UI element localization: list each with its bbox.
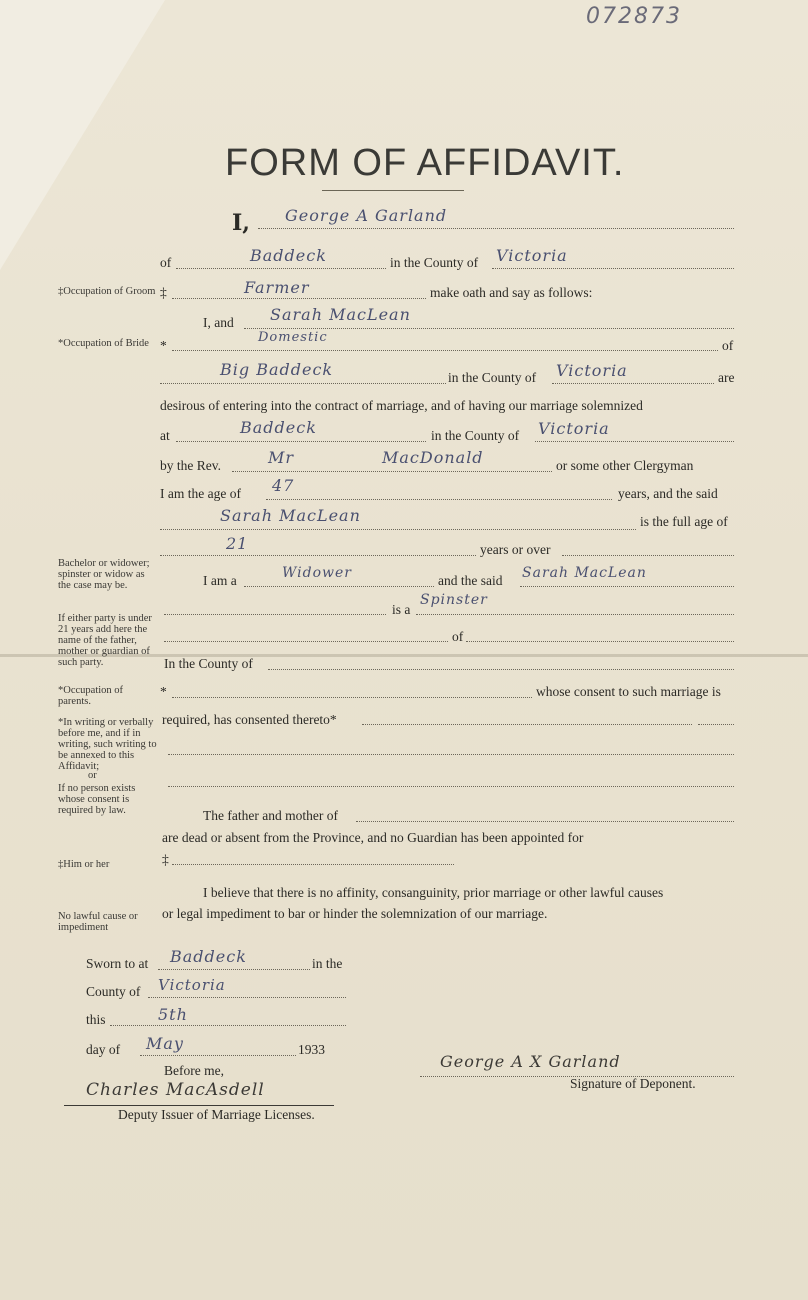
star-mark-2: * bbox=[160, 684, 167, 699]
age-label: I am the age of bbox=[160, 486, 241, 501]
impediment-text: or legal impediment to bar or hinder the solemnization of our marriage. bbox=[162, 906, 548, 921]
sidenote-occupation-bride: *Occupation of Bride bbox=[58, 338, 149, 349]
sidenote-occupation-groom: ‡Occupation of Groom bbox=[58, 286, 156, 297]
folded-corner bbox=[0, 0, 165, 270]
in-county-label: In the County of bbox=[164, 656, 253, 671]
groom-status: Widower bbox=[282, 565, 352, 581]
is-a-lead-line bbox=[164, 614, 386, 615]
bride-name: Sarah MacLean bbox=[270, 305, 411, 324]
minister-line bbox=[232, 471, 552, 472]
parent-name-line bbox=[164, 641, 448, 642]
bride-age: 21 bbox=[226, 534, 249, 553]
dead-absent-text: are dead or absent from the Province, and no Guardian has been appointed for bbox=[162, 830, 584, 845]
of-label-3: of bbox=[452, 629, 464, 644]
bride-status: Spinster bbox=[420, 592, 488, 608]
bride-occupation-line bbox=[172, 350, 718, 351]
marriage-county-line bbox=[535, 441, 734, 442]
sidenote-under-21: If either party is under 21 years add here the name of the father, mother or guardian of such party. bbox=[58, 613, 152, 668]
sworn-day-line bbox=[110, 1025, 346, 1026]
issuer-signature: Charles MacAsdell bbox=[86, 1080, 265, 1100]
deponent-signature: George A X Garland bbox=[440, 1052, 621, 1071]
sworn-label: Sworn to at bbox=[86, 956, 149, 971]
marriage-place: Baddeck bbox=[240, 418, 317, 437]
consent-line-2 bbox=[168, 754, 734, 755]
groom-place: Baddeck bbox=[250, 246, 327, 265]
document-number: 072873 bbox=[586, 4, 682, 29]
bride-name-line-3 bbox=[520, 586, 734, 587]
sworn-place-line bbox=[158, 969, 310, 970]
bride-place: Big Baddeck bbox=[220, 360, 334, 379]
title-underline bbox=[322, 190, 464, 191]
sworn-county: Victoria bbox=[158, 976, 226, 994]
county-of-label: County of bbox=[86, 984, 141, 999]
bride-name-line-2 bbox=[160, 529, 636, 530]
page-title: FORM OF AFFIDAVIT. bbox=[225, 142, 625, 184]
day-of-label: day of bbox=[86, 1042, 121, 1057]
county-label-2: in the County of bbox=[448, 370, 537, 385]
sidenote-him-her: ‡Him or her bbox=[58, 859, 110, 870]
bride-county: Victoria bbox=[556, 361, 628, 380]
sworn-day: 5th bbox=[158, 1005, 188, 1024]
and-the-said-text: and the said bbox=[438, 573, 503, 588]
bride-place-line bbox=[160, 383, 446, 384]
years-over-text: years or over bbox=[480, 542, 551, 557]
desirous-text: desirous of entering into the contract of marriage, and of having our marriage solemnized bbox=[160, 398, 643, 413]
other-clergy-text: or some other Clergyman bbox=[556, 458, 694, 473]
father-mother-line bbox=[356, 821, 734, 822]
whose-consent-text: whose consent to such marriage is bbox=[536, 684, 721, 699]
bride-name-line bbox=[244, 328, 734, 329]
bride-occupation: Domestic bbox=[258, 330, 328, 345]
groom-occupation-line bbox=[172, 298, 426, 299]
guardian-line bbox=[172, 864, 454, 865]
sidenote-or: or bbox=[88, 770, 97, 781]
marriage-place-line bbox=[176, 441, 426, 442]
required-text: required, has consented thereto* bbox=[162, 712, 337, 727]
groom-age: 47 bbox=[272, 476, 295, 495]
groom-occupation: Farmer bbox=[244, 278, 310, 297]
consent-line-end bbox=[698, 724, 734, 725]
minister-title: Mr bbox=[268, 448, 295, 467]
parent-county-line bbox=[268, 669, 734, 670]
sidenote-bachelor: Bachelor or widower; spinster or widow as the case may be. bbox=[58, 558, 150, 591]
year-text: 1933 bbox=[298, 1042, 325, 1057]
sworn-month-line bbox=[140, 1055, 296, 1056]
bride-name-3: Sarah MacLean bbox=[522, 565, 647, 581]
in-the-label: in the bbox=[312, 956, 343, 971]
groom-county-line bbox=[492, 268, 734, 269]
this-label: this bbox=[86, 1012, 106, 1027]
minister-name: MacDonald bbox=[382, 448, 484, 467]
i-and-label: I, and bbox=[203, 315, 234, 330]
signature-caption: Signature of Deponent. bbox=[570, 1076, 696, 1091]
believe-text: I believe that there is no affinity, consanguinity, prior marriage or other lawful causes bbox=[203, 885, 664, 900]
is-a-label: is a bbox=[392, 602, 411, 617]
issuer-signature-line bbox=[64, 1105, 334, 1106]
parent-occupation-line bbox=[172, 697, 532, 698]
years-said-text: years, and the said bbox=[618, 486, 718, 501]
star-mark: * bbox=[160, 338, 167, 353]
sworn-month: May bbox=[146, 1034, 184, 1053]
sworn-place: Baddeck bbox=[170, 947, 247, 966]
of-label-2: of bbox=[722, 338, 734, 353]
bride-name-2: Sarah MacLean bbox=[220, 506, 361, 525]
before-me-label: Before me, bbox=[164, 1063, 224, 1078]
dagger-mark-2: ‡ bbox=[162, 852, 169, 867]
sidenote-no-lawful-cause: No lawful cause or impediment bbox=[58, 911, 138, 933]
make-oath-text: make oath and say as follows: bbox=[430, 285, 593, 300]
bride-status-line bbox=[416, 614, 734, 615]
full-age-text: is the full age of bbox=[640, 514, 728, 529]
county-label-3: in the County of bbox=[431, 428, 520, 443]
at-label: at bbox=[160, 428, 170, 443]
i-initial: I, bbox=[232, 210, 250, 236]
parent-place-line bbox=[466, 641, 734, 642]
sidenote-occupation-parents: *Occupation of parents. bbox=[58, 685, 124, 707]
consent-line bbox=[362, 724, 692, 725]
sidenote-no-person: If no person exists whose consent is required by law. bbox=[58, 783, 136, 816]
marriage-county: Victoria bbox=[538, 419, 610, 438]
groom-place-line bbox=[176, 268, 386, 269]
father-mother-text: The father and mother of bbox=[203, 808, 338, 823]
groom-county: Victoria bbox=[496, 246, 568, 265]
bride-age-line bbox=[160, 555, 476, 556]
groom-name-line bbox=[258, 228, 734, 229]
county-label: in the County of bbox=[390, 255, 479, 270]
bride-age-line-2 bbox=[562, 555, 734, 556]
dagger-mark: ‡ bbox=[160, 285, 167, 300]
by-rev-label: by the Rev. bbox=[160, 458, 221, 473]
groom-age-line bbox=[266, 499, 612, 500]
deputy-caption: Deputy Issuer of Marriage Licenses. bbox=[118, 1107, 315, 1122]
of-label: of bbox=[160, 255, 172, 270]
bride-county-line bbox=[552, 383, 714, 384]
are-label: are bbox=[718, 370, 735, 385]
sidenote-writing: *In writing or verbally before me, and if in writing, such writing to be annexed to this Affidavit; bbox=[58, 717, 157, 772]
groom-name: George A Garland bbox=[285, 206, 448, 225]
groom-status-line bbox=[244, 586, 434, 587]
sworn-county-line bbox=[148, 997, 346, 998]
i-am-a-label: I am a bbox=[203, 573, 237, 588]
consent-line-3 bbox=[168, 786, 734, 787]
